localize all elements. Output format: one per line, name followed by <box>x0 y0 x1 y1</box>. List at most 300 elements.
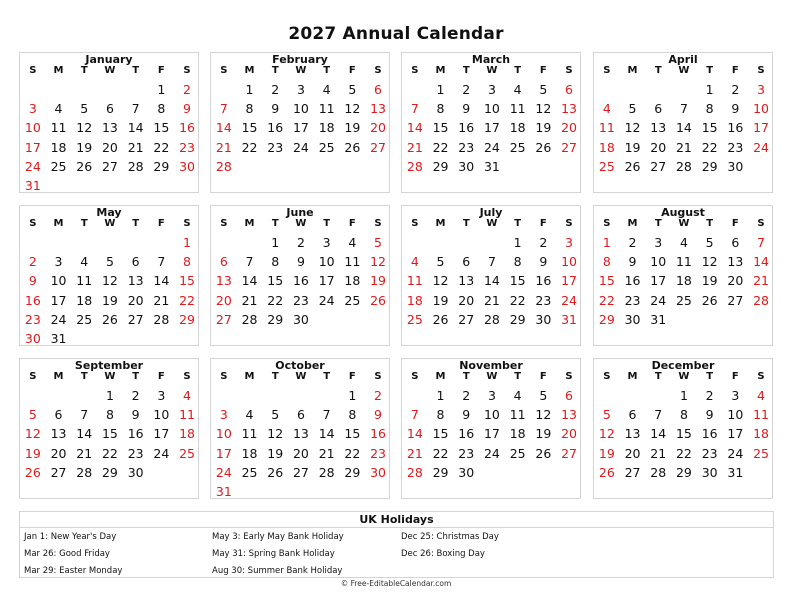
weekday-label: T <box>514 65 522 76</box>
day-cell: 11 <box>509 407 526 423</box>
weekday-header <box>594 217 772 231</box>
week-row <box>402 118 580 137</box>
day-cell: 10 <box>561 254 577 270</box>
day-cell: 10 <box>483 101 500 117</box>
day-cell: 1 <box>602 235 611 250</box>
weekday-label: S <box>220 218 228 229</box>
weekday-label: S <box>757 65 765 76</box>
day-cell: 27 <box>561 139 577 155</box>
week-row <box>20 176 198 195</box>
month-may <box>19 205 199 346</box>
holidays-panel <box>19 511 774 578</box>
day-cell: 5 <box>539 388 548 403</box>
day-cell: 19 <box>535 120 552 136</box>
day-cell: 4 <box>602 101 611 117</box>
day-cell: 8 <box>157 101 166 117</box>
day-cell: 13 <box>458 273 475 289</box>
day-cell: 27 <box>727 292 744 308</box>
day-cell: 1 <box>513 235 522 250</box>
day-cell: 20 <box>370 120 386 136</box>
day-cell: 23 <box>267 139 284 155</box>
weekday-label: S <box>220 65 228 76</box>
day-cell: 8 <box>348 407 357 423</box>
day-cell: 21 <box>241 292 258 308</box>
day-cell: 27 <box>292 464 309 480</box>
weekday-label: T <box>654 371 662 382</box>
day-cell: 17 <box>727 426 744 442</box>
day-cell: 18 <box>406 292 423 308</box>
day-cell: 1 <box>348 388 357 403</box>
day-cell: 25 <box>344 292 361 308</box>
day-cell: 3 <box>157 388 166 403</box>
day-cell: 20 <box>561 120 577 136</box>
day-cell: 11 <box>406 273 423 289</box>
day-cell: 3 <box>296 82 305 97</box>
day-cell: 20 <box>650 139 667 155</box>
day-cell: 10 <box>292 101 309 117</box>
day-cell: 22 <box>701 139 718 155</box>
weekday-label: S <box>183 65 191 76</box>
day-cell: 14 <box>241 273 258 289</box>
week-row <box>211 444 389 463</box>
day-cell: 28 <box>406 158 423 174</box>
day-cell: 9 <box>271 101 280 117</box>
day-cell: 12 <box>344 101 361 117</box>
weekday-label: S <box>757 371 765 382</box>
day-cell: 26 <box>701 292 718 308</box>
day-cell: 30 <box>292 311 309 327</box>
weekday-label: S <box>29 218 37 229</box>
day-cell: 14 <box>675 120 692 136</box>
weekday-label: F <box>539 218 547 229</box>
day-cell: 31 <box>215 484 232 499</box>
day-cell: 1 <box>271 235 280 250</box>
day-cell: 3 <box>654 235 663 250</box>
week-row <box>594 138 772 157</box>
weekday-label: M <box>244 218 255 229</box>
day-cell: 25 <box>76 311 93 327</box>
day-cell: 11 <box>50 120 67 136</box>
day-cell: 7 <box>157 254 166 270</box>
day-cell: 15 <box>675 426 692 442</box>
week-row <box>402 80 580 99</box>
day-cell: 26 <box>535 445 552 461</box>
holidays-column-2 <box>212 529 344 580</box>
week-row <box>20 271 198 290</box>
day-cell: 14 <box>650 426 667 442</box>
day-cell: 23 <box>727 139 744 155</box>
day-cell: 19 <box>267 445 284 461</box>
day-cell: 14 <box>127 120 144 136</box>
month-name: November <box>459 359 523 372</box>
holiday-item: Mar 26: Good Friday <box>24 549 110 559</box>
day-cell: 27 <box>370 139 386 155</box>
day-cell: 6 <box>565 82 573 97</box>
day-cell: 29 <box>509 311 526 327</box>
day-cell: 22 <box>432 445 449 461</box>
day-cell: 15 <box>509 273 526 289</box>
month-name: February <box>272 53 328 66</box>
day-cell: 13 <box>727 254 744 270</box>
day-cell: 4 <box>513 388 522 403</box>
weekday-label: F <box>348 65 356 76</box>
day-cell: 20 <box>215 292 232 308</box>
weekday-label: W <box>295 65 307 76</box>
week-row <box>20 252 198 271</box>
weekday-label: S <box>29 65 37 76</box>
weekday-label: M <box>244 371 255 382</box>
day-cell: 7 <box>679 101 688 117</box>
holidays-title: UK Holidays <box>20 512 773 528</box>
month-january <box>19 52 199 193</box>
day-cell: 8 <box>436 101 445 117</box>
day-cell: 7 <box>80 407 89 423</box>
month-december <box>593 358 773 499</box>
weekday-label: T <box>462 371 470 382</box>
day-cell: 12 <box>432 273 449 289</box>
day-cell: 14 <box>76 426 93 442</box>
day-cell: 21 <box>675 139 692 155</box>
day-cell: 3 <box>565 235 573 250</box>
day-cell: 2 <box>28 254 37 270</box>
day-cell: 25 <box>753 445 769 461</box>
day-cell: 3 <box>219 407 228 423</box>
day-cell: 1 <box>183 235 191 250</box>
day-cell: 12 <box>101 273 118 289</box>
day-cell: 6 <box>628 407 637 423</box>
day-cell: 16 <box>727 120 744 136</box>
day-cell: 26 <box>598 464 615 480</box>
day-cell: 13 <box>561 101 577 117</box>
day-cell: 23 <box>24 311 41 327</box>
day-cell: 9 <box>296 254 305 270</box>
day-cell: 15 <box>432 120 449 136</box>
day-cell: 27 <box>458 311 475 327</box>
weekday-label: S <box>411 218 419 229</box>
day-cell: 26 <box>624 158 641 174</box>
month-name: March <box>471 53 511 66</box>
day-cell: 24 <box>318 292 335 308</box>
weekday-label: M <box>435 371 446 382</box>
day-cell: 8 <box>679 407 688 423</box>
day-cell: 2 <box>705 388 714 403</box>
week-row <box>594 291 772 310</box>
day-cell: 25 <box>50 158 67 174</box>
weekday-header <box>211 370 389 384</box>
weekday-label: S <box>565 65 573 76</box>
day-cell: 24 <box>727 445 744 461</box>
weekday-label: S <box>603 65 611 76</box>
month-april <box>593 52 773 193</box>
day-cell: 30 <box>624 311 641 327</box>
day-cell: 22 <box>432 139 449 155</box>
day-cell: 8 <box>436 407 445 423</box>
day-cell: 19 <box>432 292 449 308</box>
weekday-label: M <box>627 371 638 382</box>
day-cell: 21 <box>483 292 500 308</box>
week-row <box>594 424 772 443</box>
week-row <box>20 405 198 424</box>
weekday-label: F <box>539 371 547 382</box>
week-row <box>402 463 580 482</box>
day-cell: 20 <box>127 292 144 308</box>
weekday-header <box>594 370 772 384</box>
weekday-label: T <box>514 218 522 229</box>
day-cell: 13 <box>215 273 232 289</box>
day-cell: 2 <box>296 235 305 250</box>
day-cell: 15 <box>179 273 195 289</box>
week-row <box>20 157 198 176</box>
day-cell: 18 <box>76 292 93 308</box>
holiday-item: Dec 26: Boxing Day <box>401 549 485 559</box>
day-cell: 13 <box>370 101 386 117</box>
week-row <box>594 463 772 482</box>
day-cell: 13 <box>650 120 667 136</box>
day-cell: 9 <box>628 254 637 270</box>
day-cell: 28 <box>76 464 93 480</box>
day-cell: 29 <box>675 464 692 480</box>
weekday-header <box>20 64 198 78</box>
weekday-label: T <box>462 65 470 76</box>
week-row <box>20 233 198 252</box>
day-cell: 18 <box>318 120 335 136</box>
day-cell: 31 <box>50 331 67 346</box>
weekday-label: F <box>348 218 356 229</box>
day-cell: 18 <box>509 120 526 136</box>
day-cell: 12 <box>701 254 718 270</box>
weekday-label: F <box>539 65 547 76</box>
day-cell: 22 <box>179 292 195 308</box>
week-row <box>402 405 580 424</box>
week-row <box>594 271 772 290</box>
week-row <box>211 405 389 424</box>
week-row <box>594 99 772 118</box>
day-cell: 8 <box>245 101 254 117</box>
day-cell: 12 <box>267 426 284 442</box>
day-cell: 1 <box>157 82 166 97</box>
day-cell: 27 <box>127 311 144 327</box>
week-row <box>211 118 389 137</box>
week-row <box>211 233 389 252</box>
weekday-label: W <box>104 65 116 76</box>
week-row <box>211 138 389 157</box>
day-cell: 9 <box>374 407 382 423</box>
month-june <box>210 205 390 346</box>
day-cell: 11 <box>598 120 615 136</box>
week-row <box>20 118 198 137</box>
day-cell: 27 <box>50 464 67 480</box>
week-row <box>402 291 580 310</box>
holiday-item: May 31: Spring Bank Holiday <box>212 549 335 559</box>
week-row <box>20 291 198 310</box>
day-cell: 24 <box>753 139 769 155</box>
footer-credit: © Free-EditableCalendar.com <box>340 579 452 588</box>
holidays-column-3 <box>401 529 499 563</box>
day-cell: 19 <box>535 426 552 442</box>
day-cell: 14 <box>753 254 769 270</box>
week-row <box>211 482 389 501</box>
day-cell: 7 <box>131 101 140 117</box>
day-cell: 15 <box>598 273 615 289</box>
day-cell: 3 <box>487 82 496 97</box>
week-row <box>211 80 389 99</box>
day-cell: 20 <box>727 273 744 289</box>
day-cell: 22 <box>101 445 118 461</box>
weekday-label: T <box>80 65 88 76</box>
day-cell: 1 <box>436 82 445 97</box>
day-cell: 28 <box>215 158 232 174</box>
day-cell: 22 <box>509 292 526 308</box>
day-cell: 17 <box>650 273 667 289</box>
weekday-label: S <box>183 371 191 382</box>
day-cell: 11 <box>509 101 526 117</box>
day-cell: 19 <box>701 273 718 289</box>
day-cell: 3 <box>28 101 37 117</box>
week-row <box>402 386 580 405</box>
day-cell: 11 <box>753 407 769 423</box>
weekday-label: M <box>435 65 446 76</box>
day-cell: 17 <box>50 292 67 308</box>
week-row <box>402 424 580 443</box>
holidays-column-1 <box>24 529 122 580</box>
day-cell: 28 <box>650 464 667 480</box>
weekday-label: T <box>271 65 279 76</box>
day-cell: 6 <box>374 82 382 97</box>
day-cell: 5 <box>105 254 114 270</box>
day-cell: 4 <box>757 388 765 403</box>
day-cell: 6 <box>731 235 740 250</box>
day-cell: 5 <box>539 82 548 97</box>
day-cell: 17 <box>24 139 41 155</box>
day-cell: 7 <box>410 407 419 423</box>
weekday-label: F <box>731 371 739 382</box>
weekday-label: W <box>295 371 307 382</box>
weekday-label: M <box>53 65 64 76</box>
day-cell: 10 <box>24 120 41 136</box>
day-cell: 20 <box>458 292 475 308</box>
day-cell: 27 <box>650 158 667 174</box>
day-cell: 16 <box>24 292 41 308</box>
day-cell: 13 <box>101 120 118 136</box>
day-cell: 6 <box>296 407 305 423</box>
weekday-label: S <box>411 65 419 76</box>
day-cell: 27 <box>215 311 232 327</box>
day-cell: 28 <box>483 311 500 327</box>
weekday-label: M <box>627 218 638 229</box>
day-cell: 12 <box>24 426 41 442</box>
day-cell: 13 <box>50 426 67 442</box>
day-cell: 21 <box>127 139 144 155</box>
day-cell: 8 <box>602 254 611 270</box>
day-cell: 14 <box>406 120 423 136</box>
day-cell: 25 <box>509 139 526 155</box>
week-row <box>211 310 389 329</box>
day-cell: 29 <box>101 464 118 480</box>
day-cell: 3 <box>54 254 63 270</box>
day-cell: 14 <box>153 273 170 289</box>
day-cell: 22 <box>153 139 170 155</box>
day-cell: 2 <box>131 388 140 403</box>
day-cell: 21 <box>318 445 335 461</box>
day-cell: 28 <box>318 464 335 480</box>
day-cell: 24 <box>483 445 500 461</box>
day-cell: 4 <box>348 235 357 250</box>
day-cell: 5 <box>436 254 445 270</box>
day-cell: 22 <box>598 292 615 308</box>
weekday-label: T <box>514 371 522 382</box>
week-row <box>594 386 772 405</box>
day-cell: 11 <box>179 407 195 423</box>
month-name: July <box>479 206 503 219</box>
day-cell: 24 <box>650 292 667 308</box>
day-cell: 17 <box>292 120 309 136</box>
day-cell: 27 <box>101 158 118 174</box>
day-cell: 19 <box>24 445 41 461</box>
week-row <box>402 271 580 290</box>
day-cell: 31 <box>650 311 667 327</box>
day-cell: 2 <box>539 235 548 250</box>
day-cell: 9 <box>731 101 740 117</box>
day-cell: 6 <box>131 254 140 270</box>
day-cell: 10 <box>153 407 170 423</box>
weekday-label: F <box>157 218 165 229</box>
day-cell: 18 <box>344 273 361 289</box>
week-row <box>402 252 580 271</box>
weekday-label: F <box>731 65 739 76</box>
day-cell: 30 <box>370 464 386 480</box>
weekday-label: F <box>157 65 165 76</box>
day-cell: 18 <box>179 426 195 442</box>
day-cell: 21 <box>76 445 93 461</box>
day-cell: 7 <box>322 407 331 423</box>
day-cell: 13 <box>561 407 577 423</box>
month-name: December <box>651 359 715 372</box>
week-row <box>402 310 580 329</box>
month-name: January <box>85 53 133 66</box>
day-cell: 17 <box>561 273 577 289</box>
day-cell: 24 <box>24 158 41 174</box>
day-cell: 3 <box>322 235 331 250</box>
day-cell: 4 <box>245 407 254 423</box>
day-cell: 6 <box>54 407 63 423</box>
weekday-header <box>594 64 772 78</box>
day-cell: 1 <box>245 82 254 97</box>
day-cell: 12 <box>598 426 615 442</box>
day-cell: 4 <box>513 82 522 97</box>
day-cell: 29 <box>432 464 449 480</box>
day-cell: 5 <box>348 82 357 97</box>
week-row <box>20 138 198 157</box>
holiday-item: Aug 30: Summer Bank Holiday <box>212 566 343 576</box>
day-cell: 10 <box>650 254 667 270</box>
weekday-label: T <box>323 65 331 76</box>
week-row <box>20 444 198 463</box>
week-row <box>402 99 580 118</box>
weekday-label: S <box>374 65 382 76</box>
day-cell: 29 <box>598 311 615 327</box>
day-cell: 22 <box>267 292 284 308</box>
day-cell: 3 <box>757 82 765 97</box>
week-row <box>402 138 580 157</box>
weekday-label: S <box>29 371 37 382</box>
weekday-label: M <box>53 371 64 382</box>
day-cell: 2 <box>271 82 280 97</box>
day-cell: 13 <box>624 426 641 442</box>
day-cell: 19 <box>344 120 361 136</box>
day-cell: 23 <box>292 292 309 308</box>
week-row <box>20 329 198 348</box>
day-cell: 24 <box>292 139 309 155</box>
